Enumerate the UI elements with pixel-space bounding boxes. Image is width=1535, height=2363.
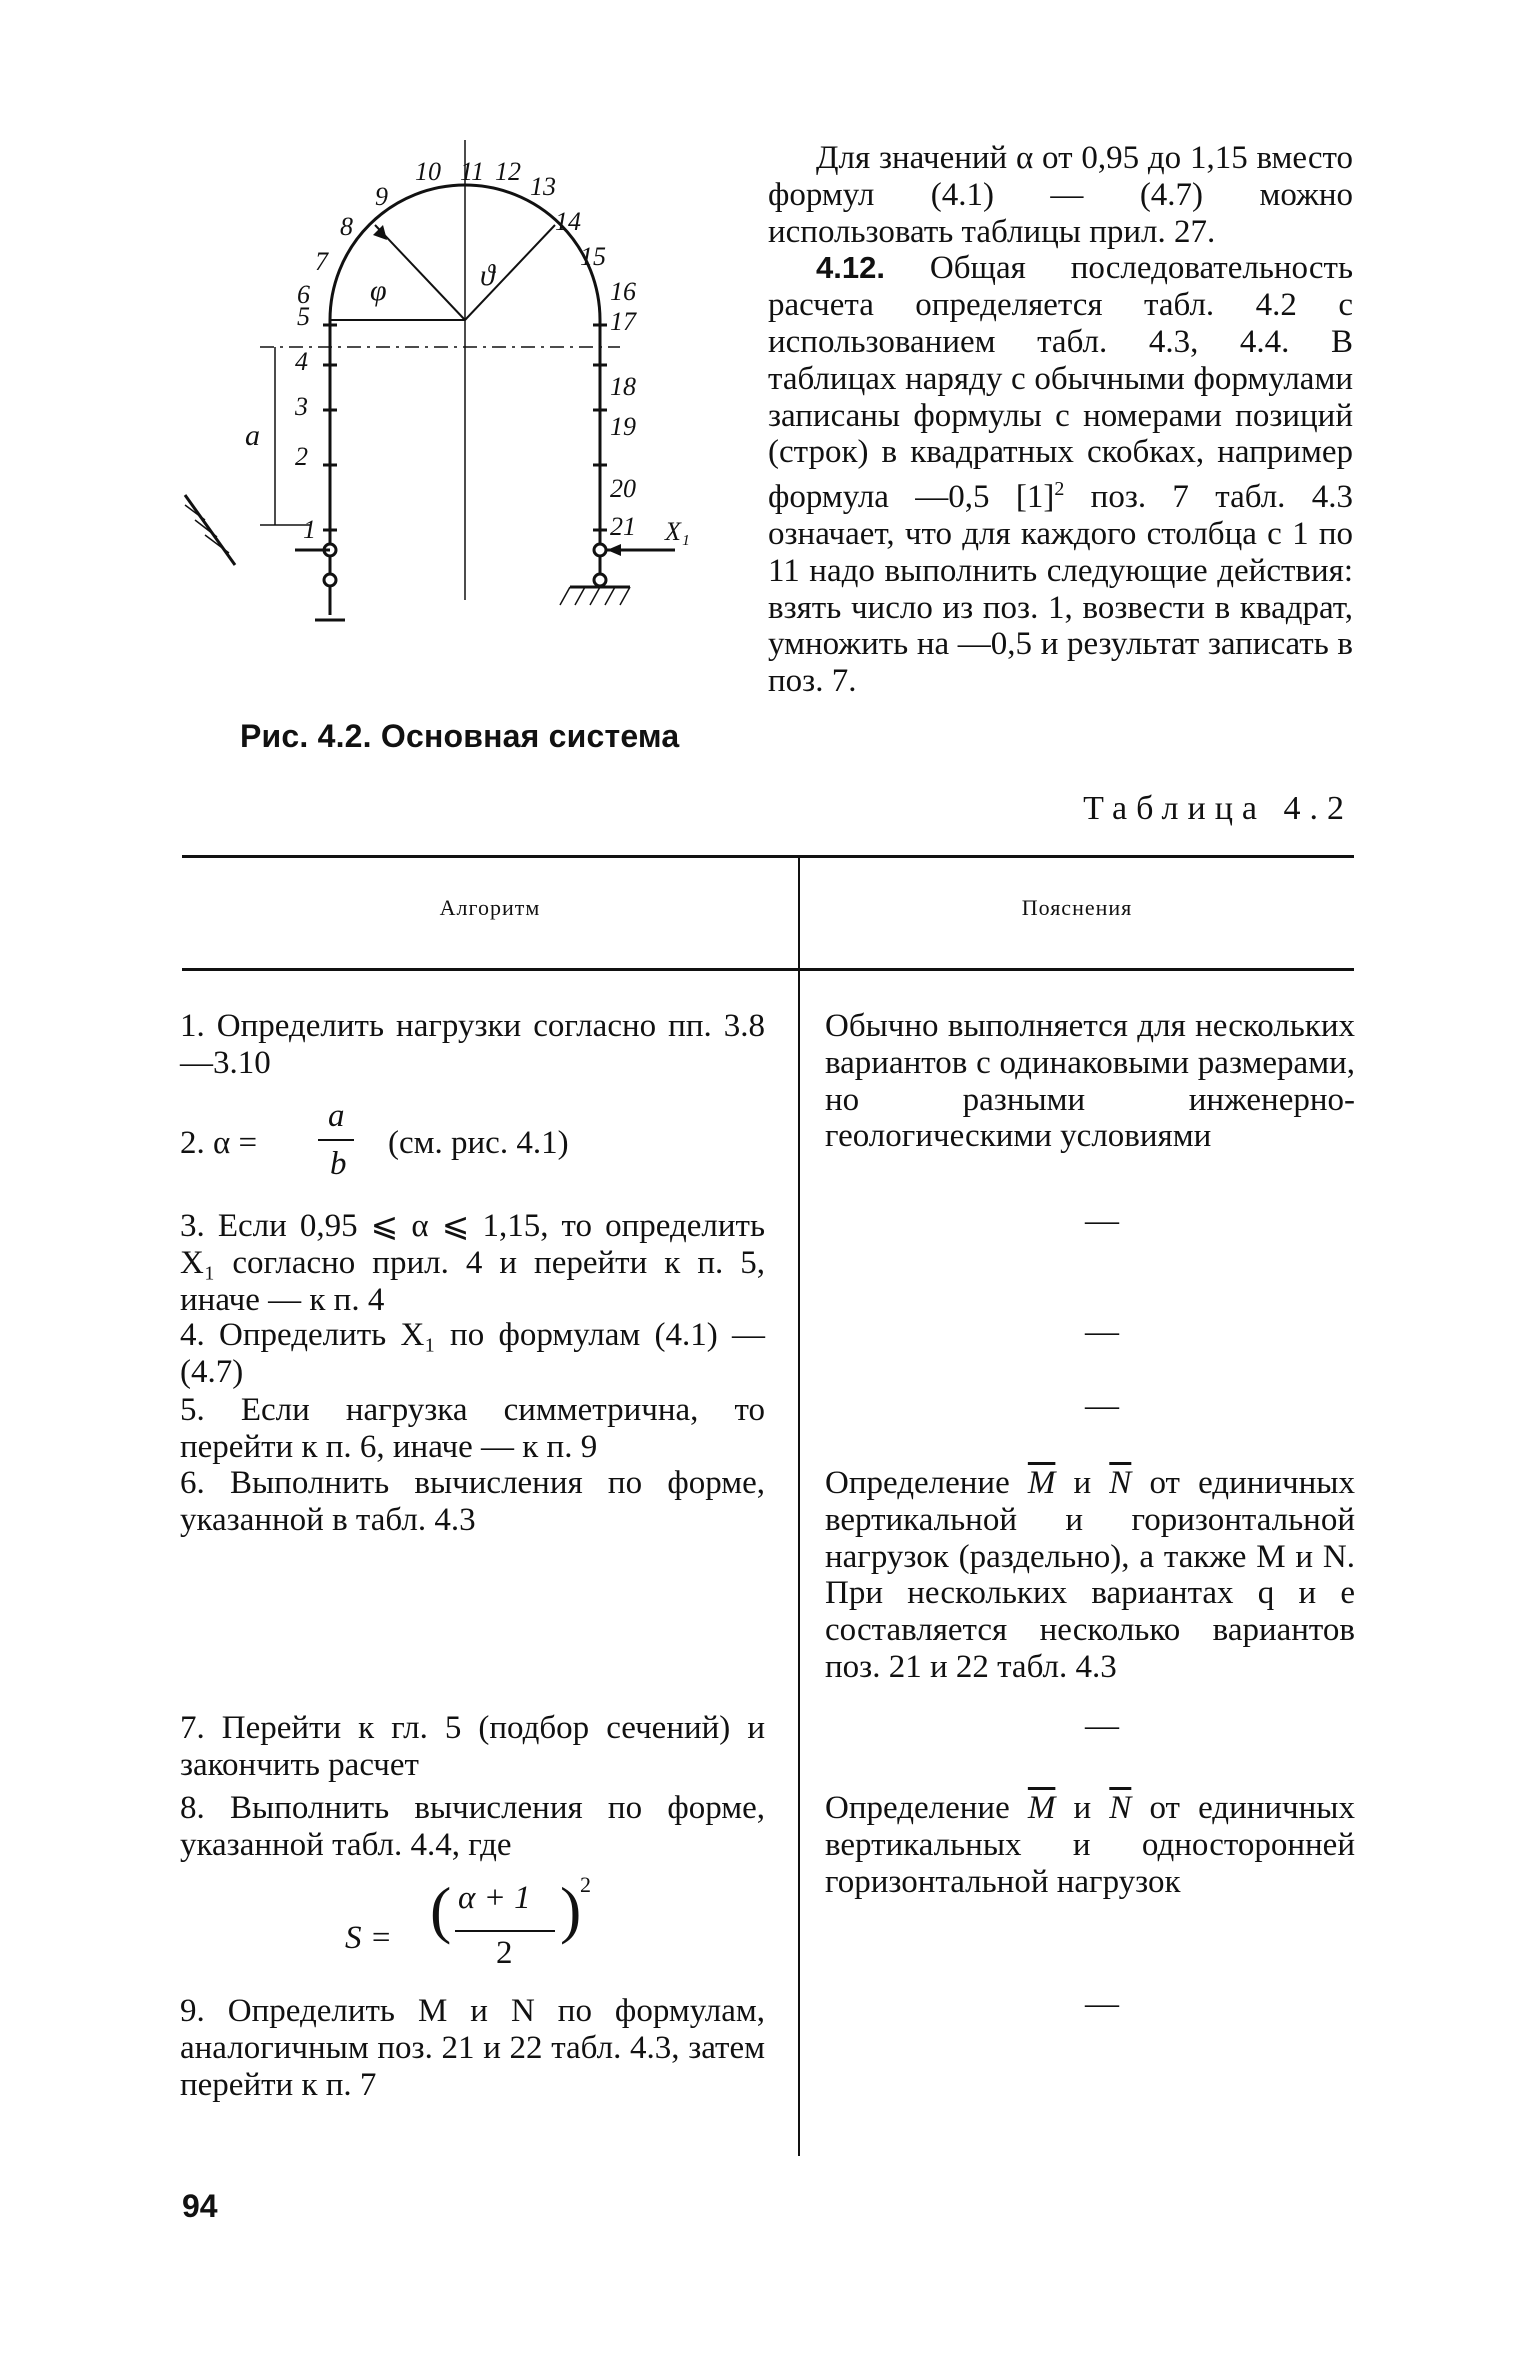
svg-text:16: 16 — [610, 277, 636, 306]
intro-paragraph-2: 4.12. Общая последовательность расчета определяется табл. 4.2 с использованием табл. 4.3, 4.4. В таблицах наряду с обычными формулами записаны формулы с номерами позиций (строк) в квадратных скобках, например формула —0,5 $[1]^2$ поз. 7 табл. 4.3 означает, что для каждого столбца с 1 по 11 надо выполнить следующие действия: взять число из поз. 1, возвести в квадрат, умножить на —0,5 и результат записать в поз. 7. — [768, 250, 1353, 700]
svg-text:X₁: X₁ — [665, 517, 690, 546]
svg-text:18: 18 — [610, 372, 636, 401]
algo-row-7: 7. Перейти к гл. 5 (подбор сечений) и закончить расчет — [180, 1710, 765, 1783]
svg-text:12: 12 — [495, 157, 521, 186]
note-row-3-dash: — — [1085, 1202, 1119, 1239]
svg-text:13: 13 — [530, 172, 556, 201]
header-algorithm: Алгоритм — [439, 895, 541, 920]
note-row-6: Определение $\overline{M}$ и $\overline{N}$ от единичных вертикальной и горизонтальной нагрузок (раздельно), а также M и N. При нескольких вариантах q и e составляется несколько вариантов поз. 21 и 22 табл. 4.3 — [825, 1465, 1355, 1685]
figure-caption: Рис. 4.2. Основная система — [240, 718, 680, 754]
algo-row-3: 3. Если 0,95 ⩽ α ⩽ 1,15, то определить X₁ согласно прил. 4 и перейти к п. 5, иначе — к п. 4 — [180, 1208, 765, 1318]
note-row-1: Обычно выполняется для нескольких вариантов с одинаковыми размерами, но разными инженерно-геологическими условиями — [825, 1008, 1355, 1155]
note-row-5-dash: — — [1085, 1387, 1119, 1424]
svg-text:2: 2 — [295, 442, 308, 471]
algo-row-8: 8. Выполнить вычисления по форме, указанной табл. 4.4, где — [180, 1790, 765, 1863]
note-row-9-dash: — — [1085, 1985, 1119, 2022]
svg-text:8: 8 — [340, 212, 353, 241]
svg-text:4: 4 — [295, 347, 308, 376]
svg-text:1: 1 — [303, 515, 316, 544]
note-row-4-dash: — — [1085, 1313, 1119, 1350]
svg-text:3: 3 — [295, 392, 308, 421]
note-row-8: Определение $\overline{M}$ и $\overline{N}$ от единичных вертикальных и односторонней горизонтальной нагрузок — [825, 1790, 1355, 1900]
svg-text:11: 11 — [460, 157, 485, 186]
svg-text:6: 6 — [297, 280, 310, 309]
section-number: 4.12. — [816, 250, 885, 286]
header-notes: Пояснения — [1021, 895, 1133, 920]
algo-row-6: 6. Выполнить вычисления по форме, указанной в табл. 4.3 — [180, 1465, 765, 1538]
svg-text:5: 5 — [297, 302, 310, 331]
intro-text — [768, 140, 1353, 700]
intro-paragraph-1: Для значений α от 0,95 до 1,15 вместо формул (4.1) — (4.7) можно использовать таблицы прил. 27. — [768, 140, 1353, 250]
svg-text:a: a — [245, 419, 260, 452]
table-label: Таблица 4.2 — [1083, 790, 1353, 827]
svg-text:14: 14 — [555, 207, 581, 236]
algo-row-4: 4. Определить X₁ по формулам (4.1) — (4.7) — [180, 1317, 765, 1390]
table-header-rule — [182, 968, 1354, 971]
note-row-7-dash: — — [1085, 1707, 1119, 1744]
svg-text:ϑ: ϑ — [480, 259, 495, 292]
svg-text:φ: φ — [370, 274, 387, 307]
svg-text:20: 20 — [610, 474, 636, 503]
figure-arch-system — [175, 125, 705, 665]
arch-diagram — [175, 125, 705, 665]
algo-row-9: 9. Определить M и N по формулам, аналогичным поз. 21 и 22 табл. 4.3, затем перейти к п. 7 — [180, 1993, 765, 2103]
algo-row-5: 5. Если нагрузка симметрична, то перейти к п. 6, иначе — к п. 9 — [180, 1392, 765, 1465]
table-top-rule — [182, 855, 1354, 858]
svg-text:21: 21 — [610, 512, 636, 541]
algo-row-1: 1. Определить нагрузки согласно пп. 3.8—3.10 — [180, 1008, 765, 1081]
page-number: 94 — [182, 2188, 218, 2224]
svg-text:19: 19 — [610, 412, 636, 441]
svg-text:9: 9 — [375, 182, 388, 211]
svg-text:17: 17 — [610, 307, 636, 336]
svg-text:7: 7 — [315, 247, 328, 276]
svg-text:15: 15 — [580, 242, 606, 271]
svg-text:10: 10 — [415, 157, 441, 186]
table-column-divider — [798, 858, 800, 2156]
